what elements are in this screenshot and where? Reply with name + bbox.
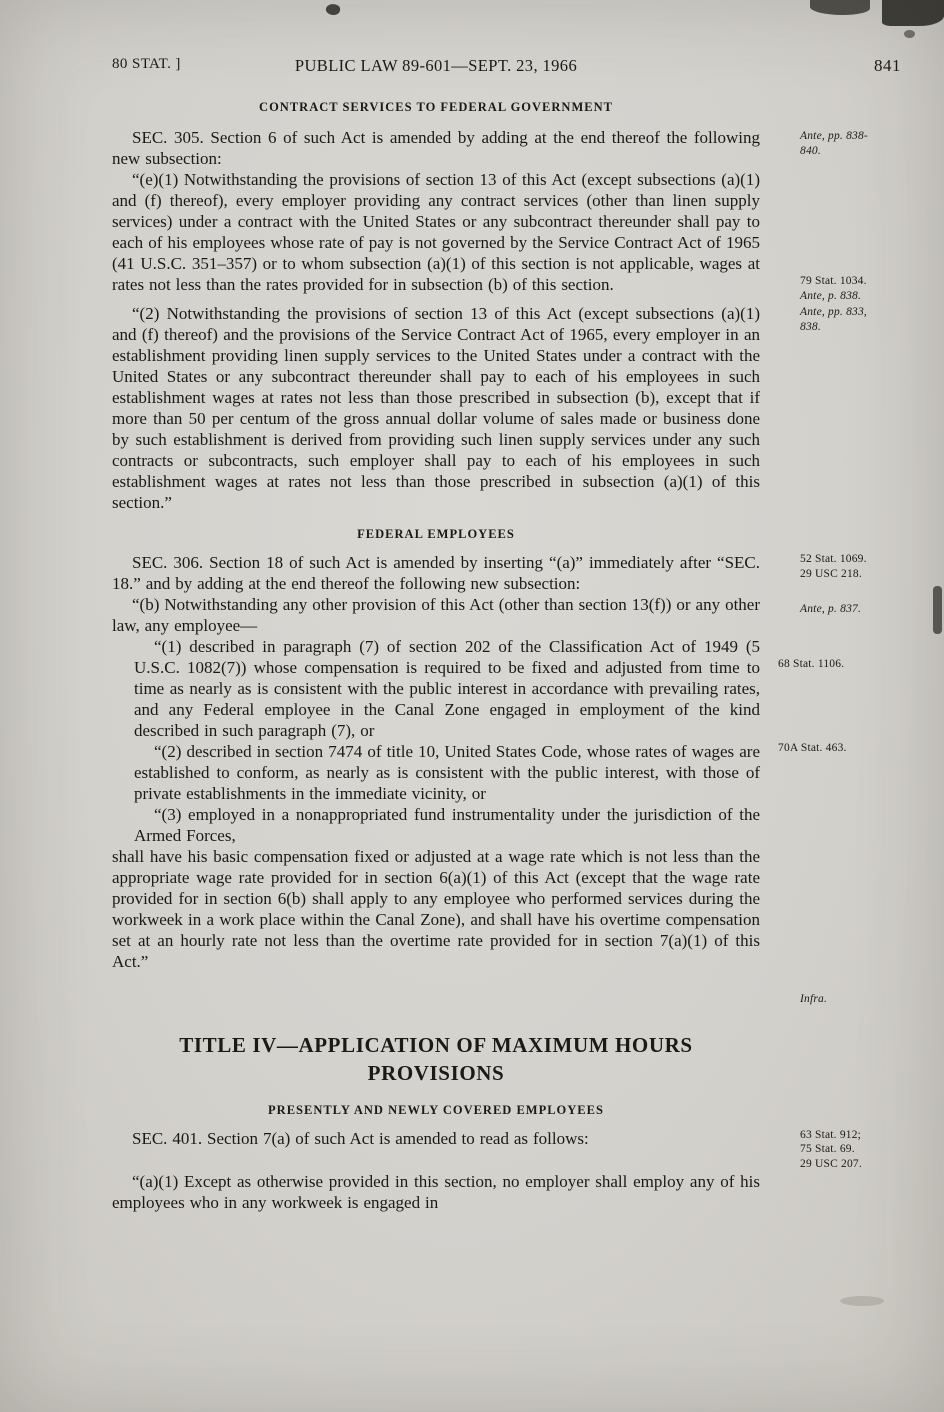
statute-paragraph — [112, 594, 912, 636]
margin-note — [760, 169, 912, 303]
running-head — [112, 56, 760, 78]
margin-note — [760, 1128, 912, 1172]
statute-paragraph — [112, 303, 912, 513]
paragraph-text: SEC. 305. Section 6 of such Act is amended by adding at the end thereof the following new subsection: — [112, 128, 760, 168]
margin-note-line: Ante, p. 837. — [800, 603, 862, 615]
margin-note — [760, 741, 912, 756]
scan-artifact — [810, 0, 870, 15]
margin-note-line: Ante, pp. 833, — [800, 306, 867, 318]
scan-artifact — [325, 2, 341, 16]
margin-note-line: 838. — [800, 320, 821, 333]
paragraph-text: SEC. 401. Section 7(a) of such Act is amended to read as follows: — [132, 1128, 589, 1148]
margin-note — [760, 303, 912, 334]
scan-artifact — [904, 30, 915, 38]
section-heading: PRESENTLY AND NEWLY COVERED EMPLOYEES — [268, 1102, 604, 1117]
margin-note-line: 75 Stat. 69. — [800, 1143, 855, 1155]
statute-paragraph — [112, 169, 912, 303]
law-title: PUBLIC LAW 89-601—SEPT. 23, 1966 — [294, 56, 578, 75]
paragraph-text: “(a)(1) Except as otherwise provided in this section, no employer shall employ any of his employees who in any workweek is engaged in — [112, 1172, 760, 1212]
margin-note — [760, 552, 912, 581]
paragraph-text: “(b) Notwithstanding any other provision of this Act (other than section 13(f)) or any other law, any employee— — [112, 595, 760, 635]
paragraph-text: “(e)(1) Notwithstanding the provisions of section 13 of this Act (except subsections (a)(1) and (f) thereof), every employer providing any contract services (other than linen supply services) under a contract with the United States or any subcontract thereunder shall pay to each of his employees whose rate of pay is not governed by the Service Contract Act of 1965 (41 U.S.C. 351–357) or to whom subsection (a)(1) of this section is not applicable, wages at rates not less than the rates provided for in subsection (b) of this section. — [112, 170, 760, 294]
statute-paragraph — [112, 552, 912, 594]
paragraph-text: “(2) Notwithstanding the provisions of section 13 of this Act (except subsections (a)(1) and (f) thereof) and the provisions of the Service Contract Act of 1965, every employer in an establishment providing linen supply services to the United States under a contract with the United States or any subcontract thereunder shall pay to each of his employees in such establishment wages at rates not less than those prescribed in subsection (b), except that if more than 50 per centum of the gross annual dollar volume of sales made or business done by such establishment is derived from providing such linen supply services under any such contracts or subcontracts, such employer shall pay to each of his employees in such establishment wages at rates not less than those prescribed in subsection (a)(1) of this section.” — [112, 304, 760, 512]
margin-note-line: 63 Stat. 912; — [800, 1128, 862, 1141]
statute-paragraph — [112, 636, 912, 741]
title-line: PROVISIONS — [367, 1060, 505, 1085]
statute-paragraph — [112, 1171, 912, 1213]
scan-artifact — [840, 1296, 884, 1306]
margin-note-line: Ante, p. 838. — [800, 289, 862, 302]
margin-note-line: 840. — [800, 144, 821, 157]
paragraph-text: “(2) described in section 7474 of title 10, United States Code, whose rates of wages are established to conform, as nearly as is consistent with the public interest, with those of private establishments in the immediate vicinity, or — [134, 742, 760, 803]
stat-volume-label: 80 STAT. ] — [112, 56, 181, 72]
paragraph-text: “(3) employed in a nonappropriated fund instrumentality under the jurisdiction of the Armed Forces, — [134, 805, 760, 845]
margin-note-line: 52 Stat. 1069. — [800, 553, 867, 565]
margin-note-line: 68 Stat. 1106. — [778, 658, 845, 670]
margin-note-line: 70A Stat. 463. — [778, 742, 847, 754]
section-heading: CONTRACT SERVICES TO FEDERAL GOVERNMENT — [259, 100, 613, 114]
scan-artifact — [882, 0, 944, 26]
statute-paragraph — [112, 846, 912, 1007]
statute-paragraph — [112, 741, 912, 804]
margin-note-line: 79 Stat. 1034. — [800, 275, 867, 287]
margin-note-line: Infra. — [800, 993, 828, 1005]
statute-paragraph — [112, 804, 912, 846]
section-heading: FEDERAL EMPLOYEES — [357, 527, 515, 541]
title-line: TITLE IV—APPLICATION OF MAXIMUM HOURS — [179, 1032, 693, 1057]
paragraph-text: SEC. 306. Section 18 of such Act is amended by inserting “(a)” immediately after “SEC. 18.” and by adding at the end thereof the following new subsection: — [112, 553, 760, 593]
margin-note — [760, 127, 912, 158]
paragraph-text: “(1) described in paragraph (7) of section 202 of the Classification Act of 1949 (5 U.S.C. 1082(7)) whose compensation is required to be fixed and adjusted from time to time as nearly as is consistent with the public interest in accordance with prevailing rates, and any Federal employee in the Canal Zone engaged in employment of the kind described in such paragraph (7), or — [134, 637, 760, 740]
margin-note-line: 29 USC 207. — [800, 1157, 862, 1170]
paragraph-text: shall have his basic compensation fixed or adjusted at a wage rate which is not less than the appropriate wage rate provided for in section 6(a)(1) of this Act (except that the wage rate provided for in section 6(b) shall apply to any employee who performed services during the workweek in a work place within the Canal Zone), and shall have his overtime compensation set at an hourly rate not less than the overtime rate provided for in section 7(a)(1) of this Act.” — [112, 847, 760, 971]
statute-paragraph — [112, 127, 912, 169]
margin-note-line: 29 USC 218. — [800, 567, 862, 580]
margin-note-line: Ante, pp. 838- — [800, 130, 868, 142]
statute-paragraph — [112, 1128, 912, 1172]
margin-note — [760, 594, 912, 617]
scan-artifact — [933, 586, 942, 634]
page-body — [112, 100, 912, 1213]
margin-note — [760, 636, 912, 672]
title-heading — [112, 1031, 760, 1087]
margin-note — [760, 846, 912, 1007]
page-number: 841 — [874, 56, 901, 75]
